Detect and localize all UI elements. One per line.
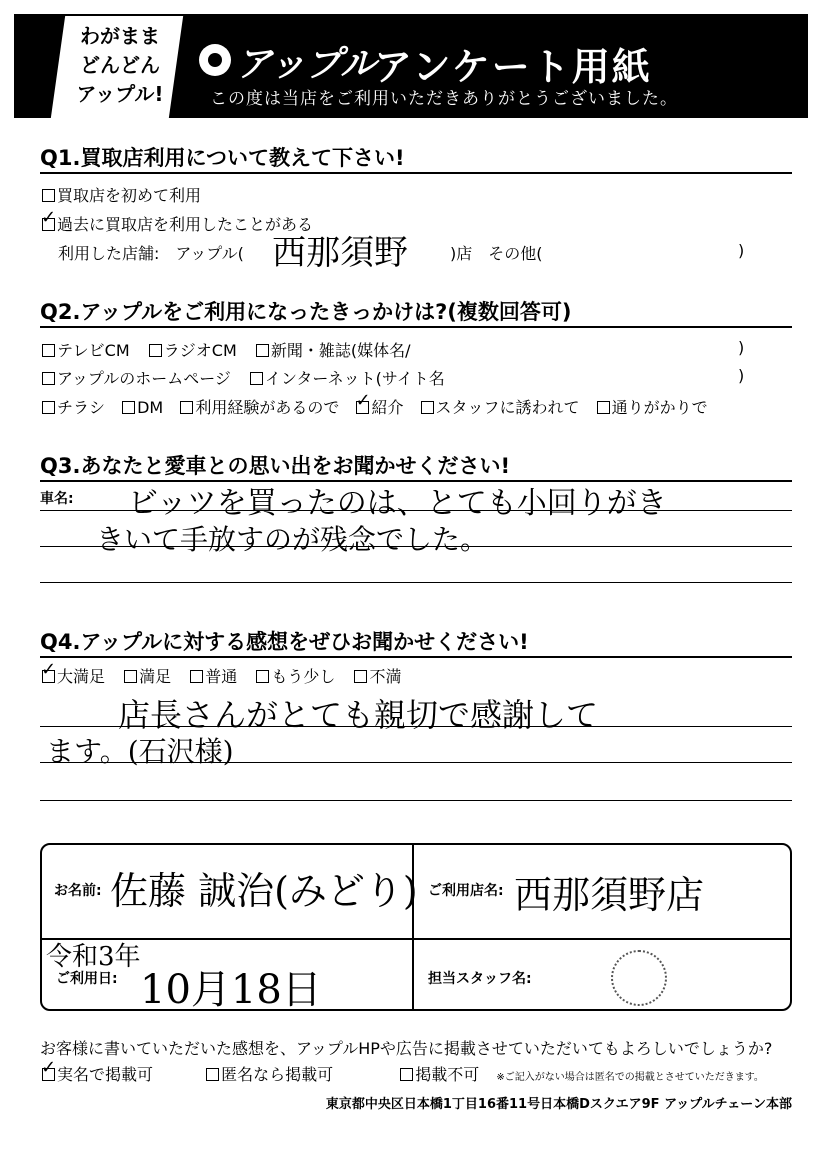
staff-stamp-icon xyxy=(611,950,667,1006)
form-title: アンケート用紙 xyxy=(374,45,652,89)
q3-answer-line2[interactable]: きいて手放すのが残念でした。 xyxy=(96,523,489,556)
checkbox[interactable] xyxy=(256,670,269,683)
q2-row1 xyxy=(42,338,424,361)
option-label: 満足 xyxy=(139,667,172,686)
q1-divider xyxy=(40,172,792,174)
q3-answer-line1[interactable]: ビッツを買ったのは、とても小回りがき xyxy=(128,486,667,521)
checkbox[interactable] xyxy=(124,670,137,683)
option-label: DM xyxy=(137,398,164,417)
option-label: テレビCM xyxy=(57,341,130,360)
info-box-divider xyxy=(40,938,792,940)
option-label: 大満足 xyxy=(57,667,106,686)
checkbox[interactable] xyxy=(250,372,263,385)
option-label: 新聞・雑誌(媒体名/ xyxy=(270,341,411,360)
consent-question: お客様に書いていただいた感想を、アップルHPや広告に掲載させていただいてもよろしいでしょうか? xyxy=(40,1039,773,1058)
checkbox[interactable] xyxy=(42,401,55,414)
checkbox[interactable] xyxy=(421,401,434,414)
answer-line xyxy=(40,726,792,727)
option-label: スタッフに誘われて xyxy=(435,398,580,417)
option-label: 紹介 xyxy=(371,398,404,417)
car-name-label: 車名: xyxy=(40,491,74,507)
q4-option-very-satisfied[interactable] xyxy=(42,664,105,687)
q4-option-satisfied[interactable] xyxy=(124,664,171,687)
q2-row2-close: ) xyxy=(738,366,745,385)
date-label: ご利用日: xyxy=(56,971,118,987)
date-era-handwritten[interactable]: 令和3年 xyxy=(46,942,141,972)
q2-option-dm[interactable] xyxy=(122,398,163,417)
q1-store-row xyxy=(58,241,244,264)
checkbox[interactable] xyxy=(256,344,269,357)
checkbox[interactable] xyxy=(597,401,610,414)
option-label: ラジオCM xyxy=(163,341,237,360)
q2-option-homepage[interactable] xyxy=(42,366,231,389)
q3-question: Q3.あなたと愛車との思い出をお聞かせください! xyxy=(40,454,511,478)
q2-row3 xyxy=(42,395,708,418)
option-label: 匿名なら掲載可 xyxy=(221,1065,334,1084)
option-label: 掲載不可 xyxy=(415,1065,480,1084)
q2-option-radio[interactable] xyxy=(149,338,237,361)
option-label: 通りがかりで xyxy=(611,398,708,417)
answer-line xyxy=(40,800,792,801)
option-label: アップルのホームページ xyxy=(57,369,231,388)
answer-line xyxy=(40,546,792,547)
q2-option-experience[interactable] xyxy=(180,395,339,418)
consent-option-no-publish[interactable] xyxy=(400,1062,479,1085)
footer-address: 東京都中央区日本橋1丁目16番11号日本橋Dスクエア9F アップルチェーン本部 xyxy=(325,1097,792,1112)
consent-note: ※ご記入がない場合は匿名での掲載とさせていただきます。 xyxy=(496,1072,764,1083)
q2-option-internet[interactable] xyxy=(250,366,445,389)
q1-store-suffix: )店 その他( xyxy=(450,244,543,263)
option-label: チラシ xyxy=(57,398,106,417)
q1-question: Q1.買取店利用について教えて下さい! xyxy=(40,146,405,170)
q2-option-referral[interactable] xyxy=(356,395,403,418)
checkbox[interactable] xyxy=(180,401,193,414)
checkbox[interactable] xyxy=(122,401,135,414)
tagline-line: わがまま xyxy=(80,24,160,48)
name-label: お名前: xyxy=(54,883,102,899)
q2-option-passing-by[interactable] xyxy=(597,395,708,418)
brand-name: アップル xyxy=(236,44,377,85)
checkbox[interactable] xyxy=(400,1068,413,1081)
checkbox[interactable] xyxy=(42,372,55,385)
q4-satisfaction-row xyxy=(42,664,415,687)
q4-option-dissatisfied[interactable] xyxy=(354,664,401,687)
consent-options xyxy=(42,1062,764,1085)
checkbox[interactable] xyxy=(206,1068,219,1081)
answer-line xyxy=(40,582,792,583)
checkbox[interactable] xyxy=(149,344,162,357)
option-label: もう少し xyxy=(271,667,336,686)
q1-store-handwritten[interactable]: 西那須野 xyxy=(272,233,408,273)
header-banner xyxy=(14,14,808,118)
tagline-line: アップル! xyxy=(76,82,164,106)
q4-option-normal[interactable] xyxy=(190,664,237,687)
checkbox[interactable] xyxy=(42,189,55,202)
q4-option-a-bit-more[interactable] xyxy=(256,664,335,687)
q2-row2 xyxy=(42,366,459,389)
consent-option-anonymous[interactable] xyxy=(206,1062,333,1085)
q4-divider xyxy=(40,656,792,658)
staff-label: 担当スタッフ名: xyxy=(428,971,532,987)
tagline-line: どんどん xyxy=(80,53,160,77)
store-label: ご利用店名: xyxy=(428,883,504,899)
q1-option-first-time[interactable] xyxy=(42,183,201,206)
option-label: 普通 xyxy=(205,667,238,686)
store-prefix: 利用した店舗: アップル( xyxy=(58,244,244,263)
q4-question: Q4.アップルに対する感想をぜひお聞かせください! xyxy=(40,630,529,654)
checkbox-checked[interactable] xyxy=(42,670,55,683)
q2-option-staff[interactable] xyxy=(421,395,580,418)
q4-answer-line2[interactable]: ます。(石沢様) xyxy=(46,735,234,768)
answer-line xyxy=(40,762,792,763)
checkbox[interactable] xyxy=(42,344,55,357)
option-label: 買取店を初めて利用 xyxy=(57,186,202,205)
store-handwritten[interactable]: 西那須野店 xyxy=(514,873,705,917)
answer-line xyxy=(40,510,792,511)
name-handwritten[interactable]: 佐藤 誠治(みどり) xyxy=(110,869,418,913)
q2-option-newspaper[interactable] xyxy=(256,338,411,361)
checkbox[interactable] xyxy=(190,670,203,683)
consent-option-real-name[interactable] xyxy=(42,1062,153,1085)
option-label: 不満 xyxy=(369,667,402,686)
option-label: インターネット(サイト名 xyxy=(265,369,445,388)
option-label: 過去に買取店を利用したことがある xyxy=(57,215,314,234)
checkbox[interactable] xyxy=(354,670,367,683)
q2-option-tv[interactable] xyxy=(42,338,130,361)
form-subtitle: この度は当店をご利用いただきありがとうございました。 xyxy=(210,89,678,109)
date-handwritten[interactable]: 10月18日 xyxy=(140,967,322,1013)
option-label: 実名で掲載可 xyxy=(57,1065,154,1084)
q2-row1-close: ) xyxy=(738,338,745,357)
checkbox-checked[interactable] xyxy=(356,401,369,414)
q2-divider xyxy=(40,326,792,328)
tagline xyxy=(70,22,170,109)
q2-option-flyer[interactable] xyxy=(42,395,105,418)
option-label: 利用経験があるので xyxy=(195,398,340,417)
q1-store-close: ) xyxy=(738,241,745,260)
q4-answer-line1[interactable]: 店長さんがとても親切で感謝して xyxy=(118,696,599,734)
checkbox-checked[interactable] xyxy=(42,218,55,231)
q2-question: Q2.アップルをご利用になったきっかけは?(複数回答可) xyxy=(40,300,572,324)
apple-logo-icon xyxy=(199,44,231,76)
checkbox-checked[interactable] xyxy=(42,1068,55,1081)
